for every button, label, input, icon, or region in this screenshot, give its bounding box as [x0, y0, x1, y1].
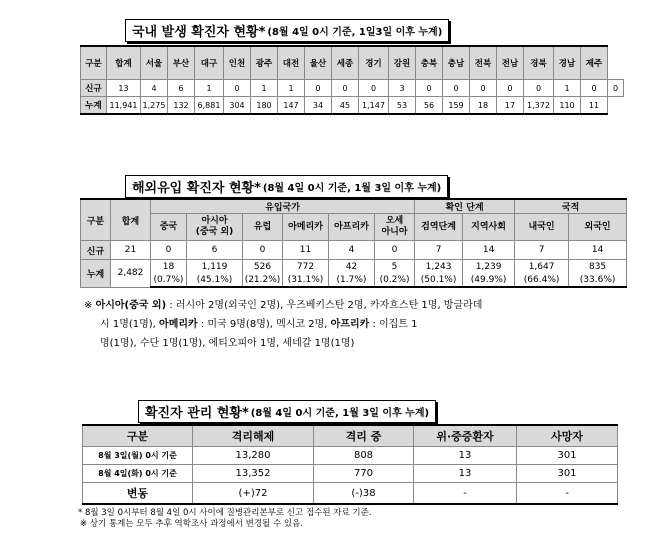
domestic-header-cell: 전북: [470, 46, 497, 80]
management-value-cell: 13,352: [193, 465, 314, 483]
domestic-header-cell: 합계: [107, 46, 141, 80]
domestic-value-cell: 11,941: [107, 97, 141, 115]
domestic-header-cell: 인천: [224, 46, 251, 80]
overseas-cum-value: 772: [283, 260, 329, 274]
domestic-header-cell: 경남: [554, 46, 581, 80]
domestic-header-cell: 대구: [195, 46, 224, 80]
footnote-2: ※ 상기 통계는 모두 추후 역학조사 과정에서 변경될 수 있음.: [80, 519, 303, 529]
note-line1: : 러시아 2명(외국인 2명), 우즈베키스탄 2명, 카자흐스탄 1명, 방글라데: [166, 300, 483, 311]
note-america-label: 아메리카: [159, 319, 198, 330]
domestic-value-cell: 159: [443, 97, 470, 115]
overseas-cum-value: 1,239: [463, 260, 515, 274]
domestic-value-cell: 0: [608, 80, 624, 97]
management-value-cell: (-)38: [314, 483, 414, 505]
domestic-value-cell: 4: [141, 80, 168, 97]
overseas-cum-percent: (49.9%): [463, 273, 515, 287]
overseas-cum-value: 1,119: [187, 260, 243, 274]
domestic-header-cell: 대전: [278, 46, 305, 80]
overseas-subheader-cell: 오세 아니아: [375, 214, 415, 241]
management-value-cell: 13,280: [193, 447, 314, 465]
overseas-cum-percent: (0.7%): [151, 273, 187, 287]
domestic-value-cell: 56: [416, 97, 443, 115]
overseas-header-stage: 확인 단계: [415, 199, 515, 214]
domestic-header-cell: 경기: [359, 46, 389, 80]
domestic-value-cell: 1: [195, 80, 224, 97]
overseas-header-gubun: 구분: [81, 199, 111, 241]
overseas-new-value: 7: [415, 241, 463, 260]
overseas-cum-percent: (50.1%): [415, 273, 463, 287]
overseas-subheader-cell: 아시아 (중국 외): [187, 214, 243, 241]
overseas-new-total: 21: [111, 241, 151, 260]
domestic-title: 국내 발생 확진자 현황*: [132, 25, 266, 40]
domestic-value-cell: 45: [332, 97, 359, 115]
domestic-header-cell: 제주: [581, 46, 608, 80]
management-header-cell: 격리해제: [193, 425, 314, 447]
domestic-header-cell: 광주: [251, 46, 278, 80]
overseas-cum-value: 18: [151, 260, 187, 274]
domestic-value-cell: 6: [168, 80, 195, 97]
overseas-cum-value: 835: [569, 260, 627, 274]
domestic-header-cell: 충남: [443, 46, 470, 80]
overseas-cum-value: 1,243: [415, 260, 463, 274]
overseas-note: [84, 296, 482, 353]
management-value-cell: -: [517, 483, 618, 505]
management-value-cell: -: [414, 483, 517, 505]
domestic-value-cell: 1,372: [524, 97, 554, 115]
overseas-header-nationality: 국적: [515, 199, 627, 214]
domestic-value-cell: 0: [443, 80, 470, 97]
overseas-new-value: 6: [187, 241, 243, 260]
domestic-value-cell: 1: [554, 80, 581, 97]
overseas-new-value: 4: [329, 241, 375, 260]
management-value-cell: 808: [314, 447, 414, 465]
domestic-header-cell: 강원: [389, 46, 416, 80]
footnotes: [78, 508, 372, 530]
overseas-cum-value: 1,647: [515, 260, 569, 274]
domestic-header-cell: 전남: [497, 46, 524, 80]
domestic-value-cell: 1,275: [141, 97, 168, 115]
overseas-new-value: 11: [283, 241, 329, 260]
domestic-value-cell: 132: [168, 97, 195, 115]
domestic-value-cell: 147: [278, 97, 305, 115]
management-table: [82, 424, 618, 505]
domestic-subtitle: (8월 4일 0시 기준, 1일3일 이후 누계): [267, 27, 443, 38]
management-value-cell: 13: [414, 465, 517, 483]
overseas-new-value: 0: [151, 241, 187, 260]
overseas-subheader-cell: 아메리카: [283, 214, 329, 241]
domestic-row-label: 누계: [81, 97, 107, 115]
domestic-header-cell: 경북: [524, 46, 554, 80]
domestic-value-cell: 0: [359, 80, 389, 97]
management-value-cell: 301: [517, 447, 618, 465]
domestic-value-cell: 0: [470, 80, 497, 97]
management-row-label: 변동: [83, 483, 193, 505]
domestic-value-cell: 3: [389, 80, 416, 97]
domestic-section-title: [125, 19, 449, 42]
domestic-value-cell: 17: [497, 97, 524, 115]
overseas-cum-label: 누계: [81, 260, 111, 288]
management-row-label: 8월 3일(월) 0시 기준: [83, 447, 193, 465]
overseas-cum-percent: (1.7%): [329, 273, 375, 287]
management-header-cell: 위·중증환자: [414, 425, 517, 447]
overseas-new-label: 신규: [81, 241, 111, 260]
domestic-value-cell: 1: [278, 80, 305, 97]
domestic-header-cell: 구분: [81, 46, 107, 80]
domestic-value-cell: 0: [332, 80, 359, 97]
overseas-cum-value: 5: [375, 260, 415, 274]
overseas-cum-total: 2,482: [111, 260, 151, 288]
note-line3: 명(1명), 수단 1명(1명), 에티오피아 1명, 세네갈 1명(1명): [100, 338, 355, 349]
note-line2-e: : 이집트 1: [369, 319, 418, 330]
domestic-header-cell: 충북: [416, 46, 443, 80]
domestic-value-cell: 11: [581, 97, 608, 115]
overseas-new-value: 14: [463, 241, 515, 260]
management-value-cell: 770: [314, 465, 414, 483]
domestic-value-cell: 110: [554, 97, 581, 115]
management-section-title: [138, 400, 436, 423]
domestic-value-cell: 53: [389, 97, 416, 115]
overseas-title: 해외유입 확진자 현황*: [132, 181, 261, 196]
overseas-header-countries: 유입국가: [151, 199, 415, 214]
overseas-cum-percent: (31.1%): [283, 273, 329, 287]
overseas-cum-percent: (21.2%): [243, 273, 283, 287]
domestic-value-cell: 304: [224, 97, 251, 115]
overseas-subtitle: (8월 4일 0시 기준, 1월 3일 이후 누계): [262, 183, 442, 194]
management-value-cell: (+)72: [193, 483, 314, 505]
overseas-cum-percent: (0.2%): [375, 273, 415, 287]
domestic-table: [80, 45, 624, 115]
domestic-value-cell: 13: [107, 80, 141, 97]
overseas-table: [80, 198, 627, 288]
overseas-new-value: 0: [375, 241, 415, 260]
overseas-subheader-cell: 아프리카: [329, 214, 375, 241]
domestic-value-cell: 1: [251, 80, 278, 97]
overseas-new-value: 7: [515, 241, 569, 260]
domestic-value-cell: 0: [305, 80, 332, 97]
domestic-value-cell: 1,147: [359, 97, 389, 115]
domestic-value-cell: 0: [524, 80, 554, 97]
domestic-header-cell: 세종: [332, 46, 359, 80]
management-title: 확진자 관리 현황*: [145, 406, 249, 421]
management-header-cell: 격리 중: [314, 425, 414, 447]
note-africa-label: 아프리카: [330, 319, 370, 330]
note-mark: ※: [84, 300, 93, 311]
note-line2-a: 시 1명(1명),: [100, 319, 160, 330]
overseas-cum-percent: (66.4%): [515, 273, 569, 287]
management-header-cell: 사망자: [517, 425, 618, 447]
overseas-new-value: 0: [243, 241, 283, 260]
domestic-value-cell: 18: [470, 97, 497, 115]
overseas-cum-value: 42: [329, 260, 375, 274]
domestic-header-cell: 부산: [168, 46, 195, 80]
management-value-cell: 13: [414, 447, 517, 465]
overseas-subheader-cell: 내국인: [515, 214, 569, 241]
overseas-new-value: 14: [569, 241, 627, 260]
overseas-subheader-cell: 유럽: [243, 214, 283, 241]
note-asia-label: 아시아(중국 외): [95, 300, 167, 311]
overseas-subheader-cell: 중국: [151, 214, 187, 241]
overseas-section-title: [125, 175, 448, 198]
overseas-cum-value: 526: [243, 260, 283, 274]
overseas-cum-percent: (33.6%): [569, 273, 627, 287]
domestic-value-cell: 0: [224, 80, 251, 97]
management-subtitle: (8월 4일 0시 기준, 1월 3일 이후 누계): [250, 408, 430, 419]
management-row-label: 8월 4일(화) 0시 기준: [83, 465, 193, 483]
management-header-cell: 구분: [83, 425, 193, 447]
domestic-value-cell: 0: [497, 80, 524, 97]
domestic-header-cell: 울산: [305, 46, 332, 80]
domestic-value-cell: 0: [416, 80, 443, 97]
footnote-1: * 8월 3일 0시부터 8월 4일 0시 사이에 질병관리본부로 신고 접수된 자료 기준.: [78, 508, 372, 518]
overseas-subheader-cell: 외국인: [569, 214, 627, 241]
domestic-value-cell: 0: [581, 80, 608, 97]
overseas-subheader-cell: 지역사회: [463, 214, 515, 241]
overseas-header-total: 합계: [111, 199, 151, 241]
domestic-value-cell: 180: [251, 97, 278, 115]
management-value-cell: 301: [517, 465, 618, 483]
domestic-header-cell: 서울: [141, 46, 168, 80]
domestic-value-cell: 6,881: [195, 97, 224, 115]
domestic-value-cell: 34: [305, 97, 332, 115]
note-line2-c: : 미국 9명(8명), 멕시코 2명,: [197, 319, 331, 330]
overseas-subheader-cell: 검역단계: [415, 214, 463, 241]
overseas-cum-percent: (45.1%): [187, 273, 243, 287]
domestic-row-label: 신규: [81, 80, 107, 97]
